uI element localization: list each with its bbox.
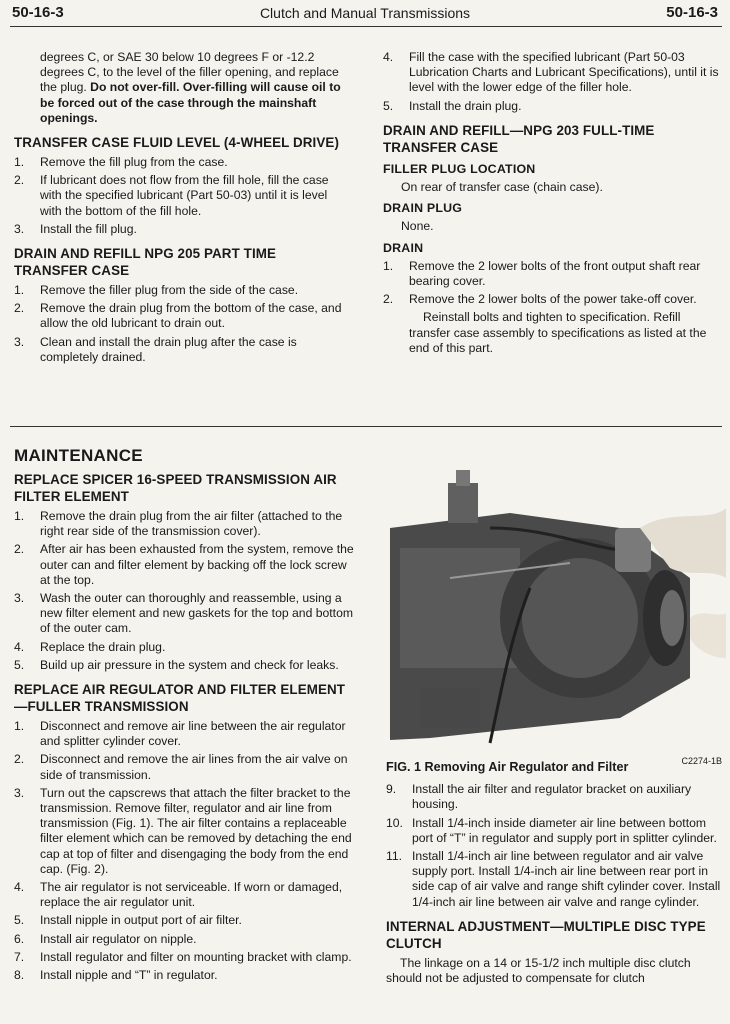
drain-plug-heading: DRAIN PLUG <box>383 201 463 216</box>
drain-paragraph: Reinstall bolts and tighten to specification. Refill transfer case assembly to specifications as listed at the end of this part. <box>409 310 707 355</box>
figure-code: C2274-1B <box>681 756 722 766</box>
right-bottom-column <box>386 760 722 989</box>
list-item: 7. Install regulator and filter on mounting bracket with clamp. <box>14 949 352 964</box>
list-item: 9. Install the air filter and regulator bracket on auxiliary housing. <box>386 782 692 812</box>
list-item: 4. Replace the drain plug. <box>14 639 166 654</box>
list-item: 5. Install the drain plug. <box>383 98 522 113</box>
list-npg205 <box>14 283 352 365</box>
right-top-column <box>383 50 719 359</box>
list-item: 8. Install nipple and “T” in regulator. <box>14 968 218 983</box>
list-item: 3. Wash the outer can thoroughly and reassemble, using a new filter element and new gaskets for the top and bottom of the outer cam. <box>14 591 353 636</box>
maintenance-title: MAINTENANCE <box>14 446 143 465</box>
page-number-left: 50-16-3 <box>12 4 64 21</box>
header-rule <box>10 26 722 27</box>
list-item: 3. Install the fill plug. <box>14 221 137 236</box>
list-item: 5. Build up air pressure in the system and check for leaks. <box>14 657 339 672</box>
section-title-fuller: REPLACE AIR REGULATOR AND FILTER ELEMENT—FULLER TRANSMISSION <box>14 682 346 715</box>
list-item: 2. After air has been exhausted from the system, remove the outer can and filter element by backing off the lock screw at the top. <box>14 542 354 587</box>
figure-transmission-photo <box>390 468 726 766</box>
list-item: 1. Disconnect and remove air line between the air regulator and splitter cylinder cover. <box>14 719 346 749</box>
drain-heading: DRAIN <box>383 240 424 255</box>
section-title-internal-adjustment: INTERNAL ADJUSTMENT—MULTIPLE DISC TYPE CLUTCH <box>386 918 706 951</box>
list-item: 2. Disconnect and remove the air lines from the air valve on side of transmission. <box>14 752 348 782</box>
drain-plug-text: None. <box>401 219 434 234</box>
list-item: 1. Remove the drain plug from the air filter (attached to the right rear side of the transmission cover). <box>14 509 343 539</box>
intro-paragraph <box>14 50 352 126</box>
list-item: 11. Install 1/4-inch air line between regulator and air valve supply port. Install 1/4-inch air line between rear port in side cap of air valve and range shift cylinder cover. Install 1/4-inch air line between air valve and range cylinder. <box>386 849 721 909</box>
maintenance-column <box>14 446 356 986</box>
left-top-column <box>14 50 352 368</box>
filler-plug-text: On rear of transfer case (chain case). <box>401 180 603 195</box>
list-item: 2. Remove the 2 lower bolts of the power take-off cover. <box>383 292 697 307</box>
list-item: 3. Clean and install the drain plug after the case is completely drained. <box>14 334 297 364</box>
list-item: 10. Install 1/4-inch inside diameter air line between bottom port of “T” in regulator and supply port in splitter cylinder. <box>386 815 717 845</box>
intro-warning: Do not over-fill. Over-filling will cause oil to be forced out of the case through the mainshaft openings. <box>40 80 341 125</box>
section-title-npg203: DRAIN AND REFILL—NPG 203 FULL-TIME TRANSFER CASE <box>383 122 655 155</box>
list-item: 5. Install nipple in output port of air filter. <box>14 913 242 928</box>
list-item: 4. The air regulator is not serviceable. If worn or damaged, replace the air regulator unit. <box>14 880 343 910</box>
list-item: 1. Remove the filler plug from the side of the case. <box>14 283 299 298</box>
section-title-npg205: DRAIN AND REFILL NPG 205 PART TIME TRANSFER CASE <box>14 246 277 279</box>
section-title-transfer-fluid: TRANSFER CASE FLUID LEVEL (4-WHEEL DRIVE) <box>14 135 339 151</box>
list-item: 2. If lubricant does not flow from the fill hole, fill the case with the specified lubricant (Part 50-03) until it is level with the bottom of the fill hole. <box>14 173 329 218</box>
list-item: 1. Remove the fill plug from the case. <box>14 155 228 170</box>
page-header-title: Clutch and Manual Transmissions <box>259 5 471 21</box>
page-number-right: 50-16-3 <box>666 4 718 21</box>
section-rule <box>10 426 722 427</box>
list-transfer-fluid <box>14 155 352 237</box>
list-item: 3. Turn out the capscrews that attach the filter bracket to the transmission. Remove filter, regulator and air line from transmission (Fig. 1). The air filter contains a replaceable filter element which can be removed by detaching the end cap at top of filter and disengaging the body from the end cap. (Fig. 2). <box>14 785 352 876</box>
filler-plug-heading: FILLER PLUG LOCATION <box>383 161 536 176</box>
figure-caption: FIG. 1 Removing Air Regulator and Filter <box>386 760 629 774</box>
list-item: 6. Install air regulator on nipple. <box>14 931 197 946</box>
transmission-illustration <box>390 468 726 750</box>
section-title-spicer: REPLACE SPICER 16-SPEED TRANSMISSION AIR FILTER ELEMENT <box>14 472 337 504</box>
intro-plain: degrees C, or SAE 30 below 10 degrees F or -12.2 degrees C, to the level of the filler opening, and replace the plug. <box>40 50 339 95</box>
list-item: 1. Remove the 2 lower bolts of the front output shaft rear bearing cover. <box>383 258 701 289</box>
list-item: 2. Remove the drain plug from the bottom of the case, and allow the old lubricant to drain out. <box>14 301 342 331</box>
internal-adjustment-paragraph: The linkage on a 14 or 15-1/2 inch multiple disc clutch should not be adjusted to compensate for clutch <box>386 955 691 986</box>
list-item: 4. Fill the case with the specified lubricant (Part 50-03 Lubrication Charts and Lubricant Specifications), until it is level with the lower edge of the filler hole. <box>383 50 719 95</box>
